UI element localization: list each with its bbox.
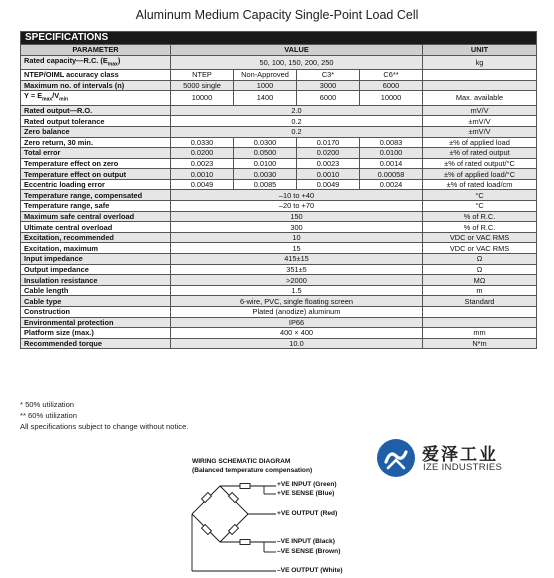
value-cell: 400 × 400	[171, 328, 423, 339]
unit-cell: kg	[423, 55, 537, 69]
parameter-cell: Eccentric loading error	[21, 179, 171, 190]
table-row	[21, 116, 537, 127]
wiring-subtitle: (Balanced temperature compensation)	[192, 467, 313, 474]
value-cell: 15	[171, 243, 423, 254]
value-cell: 0.0083	[360, 137, 423, 148]
value-cell: 1000	[234, 80, 297, 91]
table-row	[21, 91, 537, 105]
unit-cell: % of R.C.	[423, 222, 537, 233]
table-row	[21, 296, 537, 307]
parameter-cell: Maximum no. of intervals (n)	[21, 80, 171, 91]
unit-cell: ±% of rated output	[423, 148, 537, 159]
unit-cell: ±mV/V	[423, 116, 537, 127]
unit-cell: °C	[423, 201, 537, 212]
value-cell: 1.5	[171, 285, 423, 296]
parameter-cell: Rated output tolerance	[21, 116, 171, 127]
table-row	[21, 80, 537, 91]
value-cell: 1400	[234, 91, 297, 105]
value-cell: 0.0010	[171, 169, 234, 180]
table-row	[21, 201, 537, 212]
unit-cell: VDC or VAC RMS	[423, 243, 537, 254]
unit-cell: % of R.C.	[423, 211, 537, 222]
value-cell: 3000	[297, 80, 360, 91]
table-row	[21, 169, 537, 180]
unit-cell: MΩ	[423, 275, 537, 286]
footnote-c6: ** 60% utilization	[20, 411, 77, 420]
value-cell: 0.0300	[234, 137, 297, 148]
unit-cell: Ω	[423, 254, 537, 265]
value-cell: 0.0010	[297, 169, 360, 180]
value-cell: 300	[171, 222, 423, 233]
table-row	[21, 254, 537, 265]
unit-cell: Max. available	[423, 91, 537, 105]
table-row	[21, 55, 537, 69]
footnotes	[20, 399, 188, 432]
unit-cell: ±% of applied load/°C	[423, 169, 537, 180]
unit-cell: ±% of applied load	[423, 137, 537, 148]
table-row	[21, 105, 537, 116]
parameter-cell: Cable length	[21, 285, 171, 296]
value-cell: Non-Approved	[234, 70, 297, 81]
wire-label-minus-sense: –VE SENSE (Brown)	[277, 548, 341, 555]
wire-label-plus-output: +VE OUTPUT (Red)	[277, 510, 338, 517]
logo-chinese-text: 爱泽工业	[422, 445, 498, 464]
parameter-cell: Rated output—R.O.	[21, 105, 171, 116]
value-cell: IP66	[171, 317, 423, 328]
company-logo	[376, 436, 536, 480]
value-cell: 0.00058	[360, 169, 423, 180]
parameter-cell: Construction	[21, 307, 171, 318]
value-cell: 0.0023	[171, 158, 234, 169]
table-header-row	[21, 45, 537, 56]
table-row	[21, 232, 537, 243]
table-row	[21, 275, 537, 286]
wire-label-minus-input: –VE INPUT (Black)	[277, 538, 335, 545]
table-row	[21, 243, 537, 254]
unit-cell	[423, 307, 537, 318]
table-row	[21, 126, 537, 137]
value-cell: 0.0023	[297, 158, 360, 169]
value-cell: –20 to +70	[171, 201, 423, 212]
parameter-cell: Zero return, 30 min.	[21, 137, 171, 148]
value-cell: 2.0	[171, 105, 423, 116]
parameter-cell: Excitation, recommended	[21, 232, 171, 243]
value-cell: 6-wire, PVC, single floating screen	[171, 296, 423, 307]
value-cell: 0.0014	[360, 158, 423, 169]
parameter-cell: $Y = E_{max}/V_{min}$	[21, 91, 171, 105]
value-cell: C3*	[297, 70, 360, 81]
value-cell: 50, 100, 150, 200, 250	[171, 55, 423, 69]
table-row	[21, 317, 537, 328]
parameter-cell: Recommended torque	[21, 338, 171, 349]
value-cell: 5000 single	[171, 80, 234, 91]
value-cell: 0.0100	[360, 148, 423, 159]
table-row	[21, 338, 537, 349]
unit-cell: VDC or VAC RMS	[423, 232, 537, 243]
parameter-cell: Platform size (max.)	[21, 328, 171, 339]
value-cell: 0.0170	[297, 137, 360, 148]
value-cell: Plated (anodize) aluminum	[171, 307, 423, 318]
value-cell: 0.0200	[171, 148, 234, 159]
wire-label-plus-input: +VE INPUT (Green)	[277, 481, 337, 488]
specifications-banner: SPECIFICATIONS	[21, 32, 537, 45]
value-cell: 0.0024	[360, 179, 423, 190]
value-cell: C6**	[360, 70, 423, 81]
parameter-cell: NTEP/OIML accuracy class	[21, 70, 171, 81]
unit-cell: ±mV/V	[423, 126, 537, 137]
value-cell: 0.0049	[171, 179, 234, 190]
unit-cell: N*m	[423, 338, 537, 349]
unit-cell	[423, 80, 537, 91]
parameter-cell: Rated capacity—R.C. $(E_{max})$	[21, 55, 171, 69]
table-row	[21, 148, 537, 159]
parameter-cell: Temperature range, safe	[21, 201, 171, 212]
value-cell: 0.0500	[234, 148, 297, 159]
value-cell: 6000	[360, 80, 423, 91]
ize-logo-icon	[376, 438, 416, 478]
document-title: Aluminum Medium Capacity Single-Point Load Cell	[135, 8, 419, 22]
unit-cell: mV/V	[423, 105, 537, 116]
unit-cell: °C	[423, 190, 537, 201]
unit-cell: mm	[423, 328, 537, 339]
unit-cell: ±% of rated output/°C	[423, 158, 537, 169]
value-cell: 10000	[360, 91, 423, 105]
unit-cell: m	[423, 285, 537, 296]
table-row	[21, 70, 537, 81]
value-cell: NTEP	[171, 70, 234, 81]
value-cell: –10 to +40	[171, 190, 423, 201]
value-cell: 0.0085	[234, 179, 297, 190]
header-value: VALUE	[171, 45, 423, 56]
table-row	[21, 211, 537, 222]
specifications-table	[20, 31, 537, 349]
unit-cell	[423, 317, 537, 328]
parameter-cell: Ultimate central overload	[21, 222, 171, 233]
value-cell: 150	[171, 211, 423, 222]
logo-english-text: IZE INDUSTRIES	[423, 462, 503, 473]
table-row	[21, 307, 537, 318]
table-row	[21, 190, 537, 201]
parameter-cell: Temperature range, compensated	[21, 190, 171, 201]
unit-cell: Standard	[423, 296, 537, 307]
table-row	[21, 264, 537, 275]
value-cell: 6000	[297, 91, 360, 105]
table-row	[21, 285, 537, 296]
footnote-c3: * 50% utilization	[20, 400, 75, 409]
parameter-cell: Zero balance	[21, 126, 171, 137]
value-cell: 10	[171, 232, 423, 243]
value-cell: 10.0	[171, 338, 423, 349]
value-cell: 415±15	[171, 254, 423, 265]
wiring-schematic-title	[192, 457, 312, 475]
footnote-disclaimer: All specifications subject to change without notice.	[20, 422, 189, 431]
table-row	[21, 137, 537, 148]
parameter-cell: Maximum safe central overload	[21, 211, 171, 222]
parameter-cell: Environmental protection	[21, 317, 171, 328]
value-cell: 351±5	[171, 264, 423, 275]
table-row	[21, 158, 537, 169]
parameter-cell: Excitation, maximum	[21, 243, 171, 254]
unit-cell	[423, 70, 537, 81]
parameter-cell: Temperature effect on output	[21, 169, 171, 180]
value-cell: 0.0330	[171, 137, 234, 148]
parameter-cell: Input impedance	[21, 254, 171, 265]
value-cell: >2000	[171, 275, 423, 286]
value-cell: 0.0030	[234, 169, 297, 180]
value-cell: 0.0049	[297, 179, 360, 190]
wire-label-minus-output: –VE OUTPUT (White)	[277, 567, 343, 574]
wire-label-plus-sense: +VE SENSE (Blue)	[277, 490, 335, 497]
parameter-cell: Total error	[21, 148, 171, 159]
header-parameter: PARAMETER	[21, 45, 171, 56]
parameter-cell: Temperature effect on zero	[21, 158, 171, 169]
parameter-cell: Output impedance	[21, 264, 171, 275]
unit-cell: Ω	[423, 264, 537, 275]
value-cell: 0.2	[171, 126, 423, 137]
value-cell: 10000	[171, 91, 234, 105]
value-cell: 0.0200	[297, 148, 360, 159]
header-unit: UNIT	[423, 45, 537, 56]
unit-cell: ±% of rated load/cm	[423, 179, 537, 190]
value-cell: 0.0100	[234, 158, 297, 169]
table-row	[21, 328, 537, 339]
value-cell: 0.2	[171, 116, 423, 127]
parameter-cell: Cable type	[21, 296, 171, 307]
table-row	[21, 222, 537, 233]
parameter-cell: Insulation resistance	[21, 275, 171, 286]
table-row	[21, 179, 537, 190]
wiring-title: WIRING SCHEMATIC DIAGRAM	[192, 458, 291, 465]
